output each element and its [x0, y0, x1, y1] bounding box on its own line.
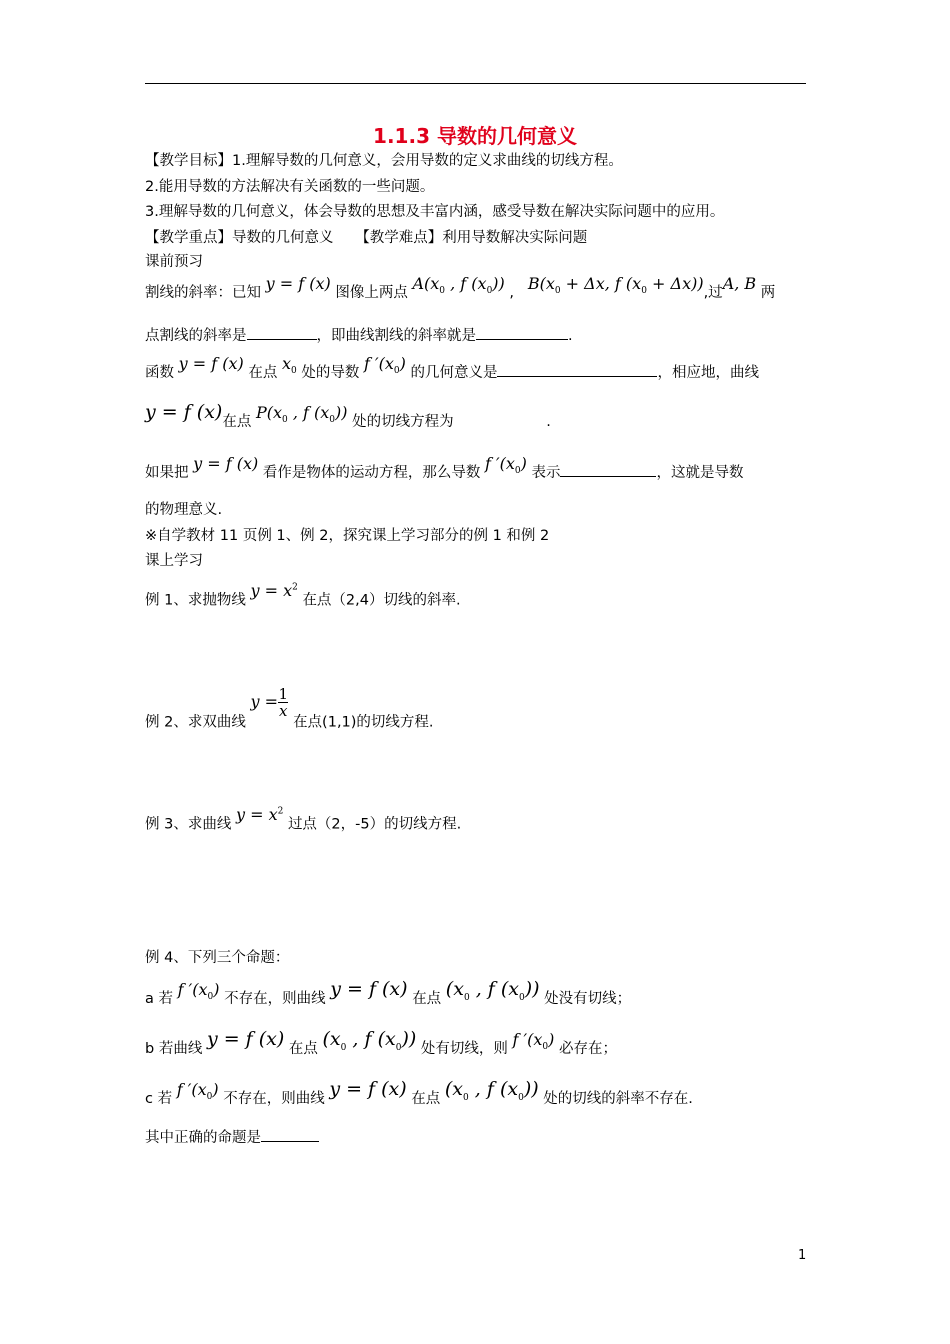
formula: y = f (x) [265, 274, 331, 293]
secant-line-2: 点割线的斜率是 ，即曲线割线的斜率就是 . [145, 325, 573, 346]
formula: ($x_0$ , f $(x_0)$) [445, 978, 540, 1003]
self-study-note: ※自学教材 11 页例 1、例 2，探究课上学习部分的例 1 和例 2 [145, 528, 550, 544]
formula: f $'(x_0)$ [176, 1080, 219, 1103]
fill-blank[interactable] [560, 462, 656, 477]
formula: f $'(x_0)$ [363, 354, 406, 377]
formula: $y = x^2$ [250, 581, 298, 601]
example-4-b: b 若曲线 y = f (x) 在点 ($x_0$ , f $(x_0)$) 处有切线，则 f $'(x_0)$ 必存在； [145, 1028, 617, 1057]
fraction: $\frac{1}{x}$ [278, 685, 288, 720]
formula: $y = x^2$ [235, 805, 284, 825]
example-1: 例 1、求抛物线 $y = x^2$ 在点（2,4）切线的斜率. [145, 581, 461, 609]
example-3: 例 3、求曲线 $y = x^2$ 过点（2，-5）的切线方程. [145, 805, 462, 833]
formula: y = f (x) [206, 1028, 285, 1050]
objective-line-1: 【教学目标】1.理解导数的几何意义，会用导数的定义求曲线的切线方程。 [145, 153, 623, 169]
header-rule [145, 83, 806, 84]
fill-blank[interactable] [497, 362, 657, 377]
fill-blank[interactable] [476, 325, 568, 340]
formula: y = f (x) [178, 354, 244, 373]
page-title: 1.1.3 导数的几何意义 [373, 124, 577, 148]
secant-line-1: 割线的斜率：已知 y = f (x) 图像上两点 $A(x_0$ , f $(x_0)$) , $B(x_0 + \Delta x$, f $(x_0 + \Delta x)$),过A, B 两 [145, 274, 776, 301]
formula: A, B [722, 274, 757, 293]
formula: f $'(x_0)$ [512, 1030, 555, 1053]
example-4-answer: 其中正确的命题是 [145, 1127, 319, 1148]
formula: y = f (x) [329, 1078, 407, 1100]
formula: ($x_0$ , f $(x_0)$) [322, 1028, 417, 1053]
example-4-a: a 若 f $'(x_0)$ 不存在，则曲线 y = f (x) 在点 ($x_0$ , f $(x_0)$) 处没有切线； [145, 978, 632, 1007]
formula: $A(x_0$ , f $(x_0)$) [412, 274, 505, 297]
example-4-c: c 若 f $'(x_0)$ 不存在，则曲线 y = f (x) 在点 ($x_0$ , f $(x_0)$) 处的切线的斜率不存在. [145, 1078, 693, 1107]
key-points: 【教学重点】导数的几何意义 【教学难点】利用导数解决实际问题 [145, 230, 588, 246]
physics-line-2: 的物理意义. [145, 502, 223, 518]
objective-line-2: 2.能用导数的方法解决有关函数的一些问题。 [145, 179, 435, 195]
formula: f $'(x_0)$ [177, 980, 220, 1003]
preview-heading: 课前预习 [145, 254, 203, 270]
example-4-intro: 例 4、下列三个命题： [145, 950, 290, 966]
page-number: 1 [798, 1248, 807, 1263]
formula: y = f (x) [145, 401, 223, 423]
example-2: 例 2、求双曲线 y = $\frac{1}{x}$ 在点(1,1)的切线方程. [145, 685, 434, 731]
formula: y = f (x) [193, 454, 259, 473]
formula: $B(x_0 + \Delta x$, f $(x_0 + \Delta x)$) [527, 274, 704, 297]
class-heading: 课上学习 [145, 553, 203, 569]
formula: y = [250, 691, 278, 711]
derivative-line-2: y = f (x)在点 $P(x_0$ , f $(x_0)$) 处的切线方程为 . [145, 401, 551, 430]
physics-line-1: 如果把 y = f (x) 看作是物体的运动方程，那么导数 f $'(x_0)$ 表示 ，这就是导数 [145, 454, 744, 481]
formula: y = f (x) [330, 978, 408, 1000]
fill-blank[interactable] [261, 1127, 319, 1142]
derivative-line-1: 函数 y = f (x) 在点 $x_0$ 处的导数 f $'(x_0)$ 的几何意义是 ，相应地，曲线 [145, 354, 759, 381]
formula: $x_0$ [281, 354, 297, 377]
formula: ($x_0$ , f $(x_0)$) [444, 1078, 539, 1103]
objective-line-3: 3.理解导数的几何意义，体会导数的思想及丰富内涵，感受导数在解决实际问题中的应用。 [145, 204, 725, 220]
formula: $P(x_0$ , f $(x_0)$) [255, 403, 348, 426]
formula: f $'(x_0)$ [484, 454, 527, 477]
fill-blank[interactable] [247, 325, 317, 340]
